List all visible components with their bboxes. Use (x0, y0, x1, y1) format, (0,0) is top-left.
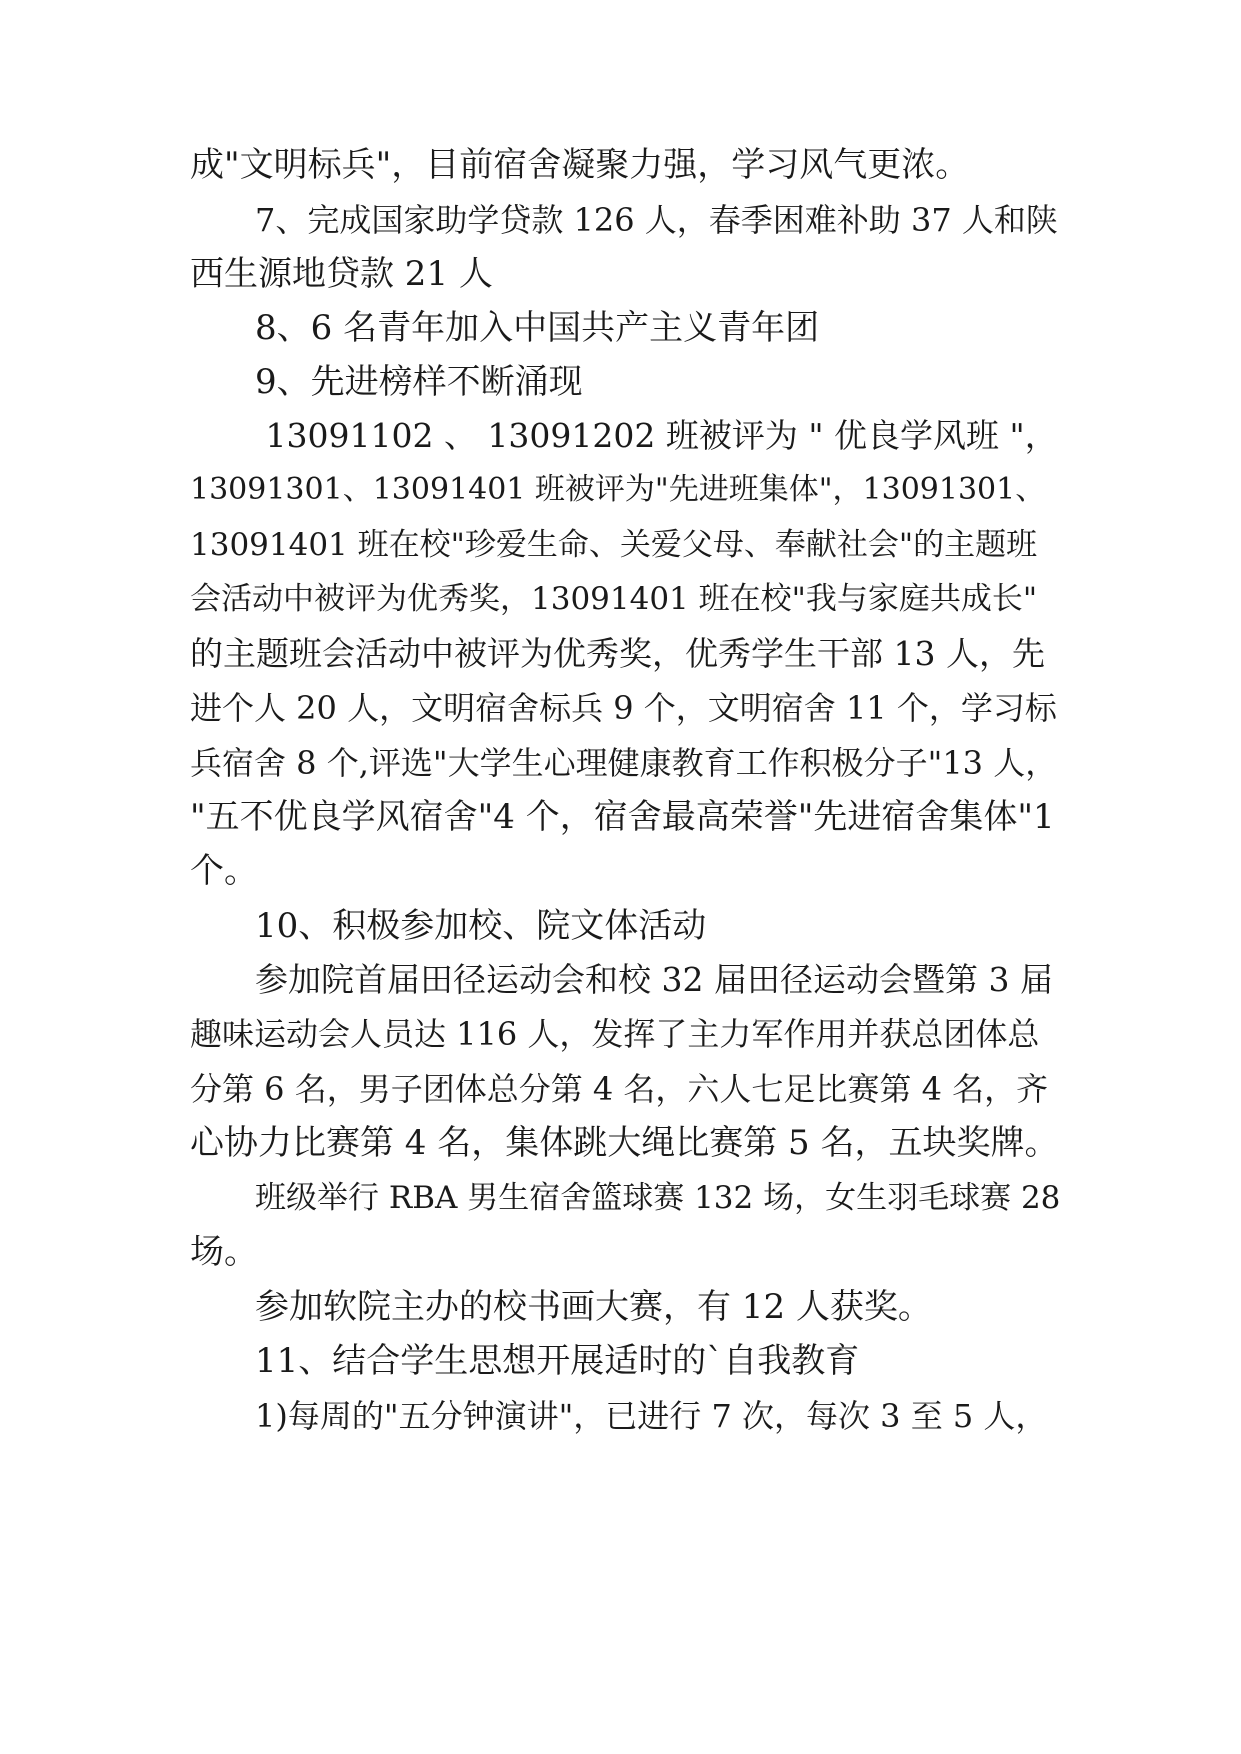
text-line: 场。 (190, 1232, 258, 1272)
text-line: 11、结合学生思想开展适时的`自我教育 (255, 1341, 860, 1381)
text-line: 心协力比赛第 4 名，集体跳大绳比赛第 5 名，五块奖牌。 (190, 1123, 1059, 1163)
text-line: 10、积极参加校、院文体活动 (255, 906, 707, 946)
text-line: 13091301、13091401 班被评为"先进班集体"，13091301、 (190, 472, 1046, 507)
text-line: "五不优良学风宿舍"4 个，宿舍最高荣誉"先进宿舍集体"1 (190, 797, 1055, 837)
text-line: 参加院首届田径运动会和校 32 届田径运动会暨第 3 届 (255, 960, 1053, 999)
text-line: 1)每周的"五分钟演讲"，已进行 7 次，每次 3 至 5 人， (255, 1397, 1048, 1435)
text-line: 成"文明标兵"，目前宿舍凝聚力强，学习风气更浓。 (190, 145, 970, 185)
text-line: 13091401 班在校"珍爱生命、关爱父母、奉献社会"的主题班 (190, 527, 1038, 563)
text-line: 西生源地贷款 21 人 (190, 254, 493, 294)
text-line: 进个人 20 人，文明宿舍标兵 9 个，文明宿舍 11 个，学习标 (190, 689, 1057, 727)
text-line: 会活动中被评为优秀奖，13091401 班在校"我与家庭共成长" (190, 581, 1038, 617)
text-line: 8、6 名青年加入中国共产主义青年团 (255, 308, 820, 348)
text-line: 兵宿舍 8 个,评选"大学生心理健康教育工作积极分子"13 人， (190, 744, 1058, 782)
text-line: 分第 6 名，男子团体总分第 4 名，六人七足比赛第 4 名，齐 (190, 1070, 1049, 1108)
text-line: 7、完成国家助学贷款 126 人，春季困难补助 37 人和陕 (255, 201, 1058, 239)
text-line: 13091102 、 13091202 班被评为 " 优良学风班 "， (255, 416, 1058, 455)
text-line: 班级举行 RBA 男生宿舍篮球赛 132 场，女生羽毛球赛 28 (255, 1180, 1061, 1216)
text-line: 参加软院主办的校书画大赛，有 12 人获奖。 (255, 1287, 932, 1327)
text-line: 个。 (190, 851, 258, 891)
text-line: 趣味运动会人员达 116 人，发挥了主力军作用并获总团体总 (190, 1015, 1040, 1053)
text-line: 9、先进榜样不断涌现 (255, 362, 583, 402)
text-line: 的主题班会活动中被评为优秀奖，优秀学生干部 13 人，先 (190, 634, 1045, 673)
